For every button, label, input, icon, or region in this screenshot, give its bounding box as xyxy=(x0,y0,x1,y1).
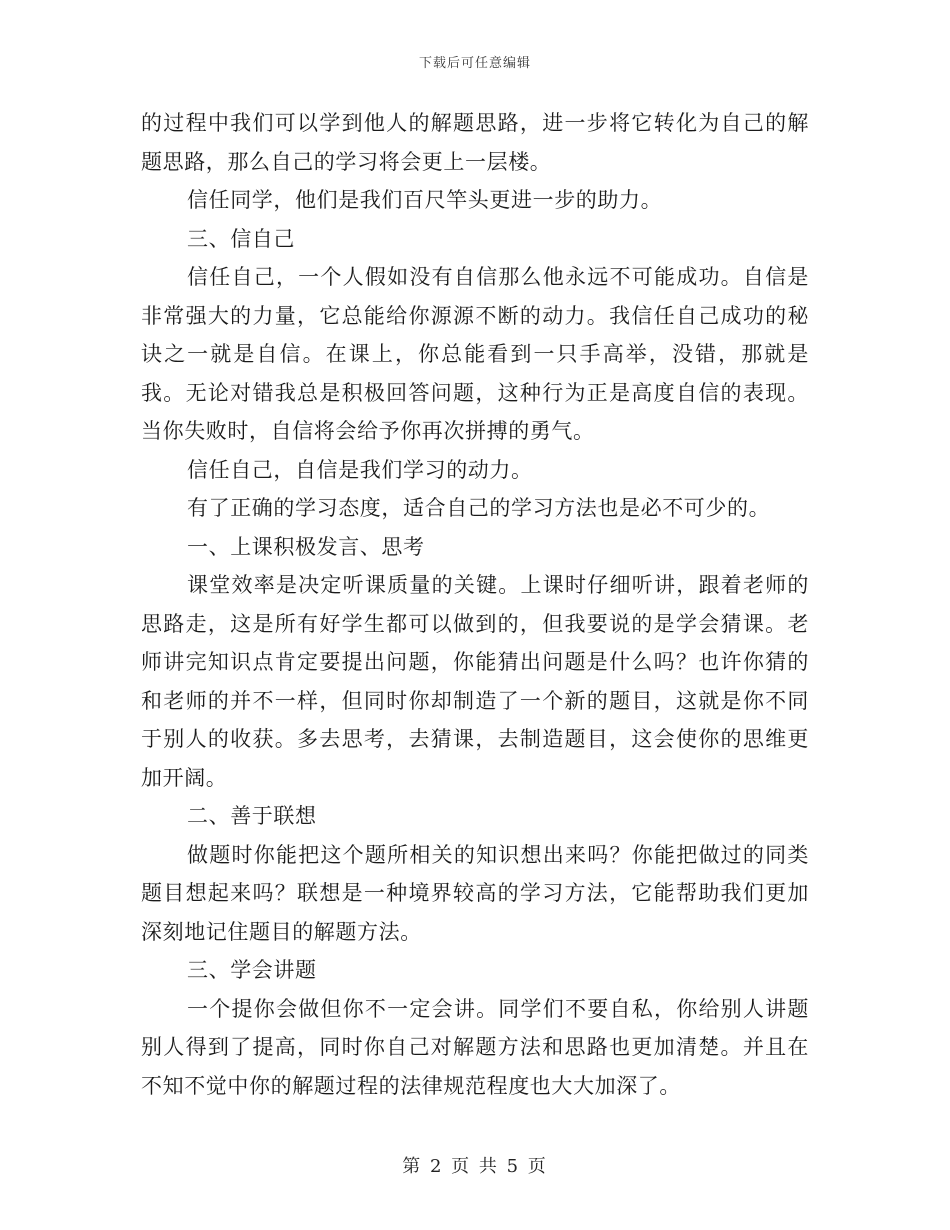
section-heading: 三、学会讲题 xyxy=(187,958,317,982)
paragraph: 有了正确的学习态度，适合自己的学习方法也是必不可少的。 xyxy=(187,496,771,520)
paragraph: 信任同学，他们是我们百尺竿头更进一步的助力。 xyxy=(187,188,663,212)
page-header: 下载后可任意编辑 xyxy=(418,56,531,71)
paragraph: 信任自己，一个人假如没有自信那么他永远不可能成功。自信是非常强大的力量，它总能给你源源不断的动力。我信任自己成功的秘诀之一就是自信。在课上，你总能看到一只手高举，没错，那就是我。无论对错我总是积极回答问题，这种行为正是高度自信的表现。当你失败时，自信将会给予你再次拼搏的勇气。 xyxy=(141,265,809,443)
paragraph: 一个提你会做但你不一定会讲。同学们不要自私，你给别人讲题别人得到了提高，同时你自己对解题方法和思路也更加清楚。并且在不知不觉中你的解题过程的法律规范程度也大大加深了。 xyxy=(141,996,809,1098)
page-number-footer: 第 2 页 共 5 页 xyxy=(402,1156,548,1177)
section-heading: 三、信自己 xyxy=(187,226,295,251)
paragraph: 的过程中我们可以学到他人的解题思路，进一步将它转化为自己的解题思路，那么自己的学习将会更上一层楼。 xyxy=(141,111,809,174)
paragraph: 信任自己，自信是我们学习的动力。 xyxy=(187,457,533,482)
section-heading: 一、上课积极发言、思考 xyxy=(187,534,425,559)
document-body xyxy=(141,104,809,1105)
paragraph: 做题时你能把这个题所相关的知识想出来吗？你能把做过的同类题目想起来吗？联想是一种境界较高的学习方法，它能帮助我们更加深刻地记住题目的解题方法。 xyxy=(141,842,809,944)
paragraph: 课堂效率是决定听课质量的关键。上课时仔细听讲，跟着老师的思路走，这是所有好学生都可以做到的，但我要说的是学会猜课。老师讲完知识点肯定要提出问题，你能猜出问题是什么吗？也许你猜的和老师的并不一样，但同时你却制造了一个新的题目，这就是你不同于别人的收获。多去思考，去猜课，去制造题目，这会使你的思维更加开阔。 xyxy=(141,573,809,790)
section-heading: 二、善于联想 xyxy=(187,804,317,828)
